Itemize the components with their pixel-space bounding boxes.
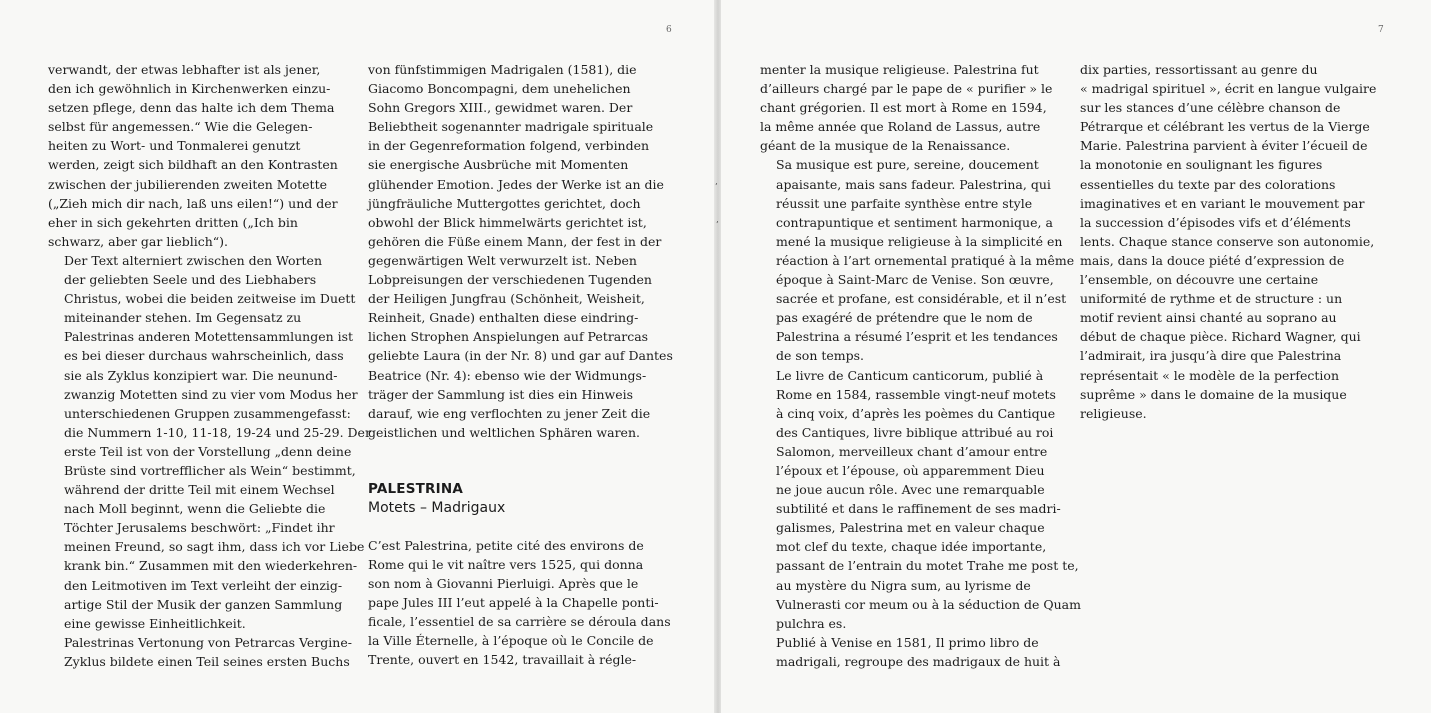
text-line: miteinander stehen. Im Gegensatz zu	[64, 310, 302, 326]
text-line: passant de l’entrain du motet Trahe me post te,	[776, 558, 1079, 574]
text-line: den ich gewöhnlich in Kirchenwerken einzu-	[48, 81, 331, 97]
text-line: mais, dans la douce piété d’expression de	[1080, 252, 1345, 268]
text-line: ficale, l’essentiel de sa carrière se déroula dans	[368, 614, 671, 630]
text-line: verwandt, der etwas lebhafter ist als jener,	[48, 62, 321, 77]
text-line: darauf, wie eng verflochten zu jener Zeit die	[368, 405, 651, 421]
text-line: essentielles du texte par des colorations	[1080, 176, 1336, 192]
text-line: la monotonie en soulignant les figures	[1080, 157, 1323, 173]
left-column-1	[48, 60, 371, 671]
text-line: dix parties, ressortissant au genre du	[1080, 62, 1318, 77]
text-line: Der Text alterniert zwischen den Worten	[64, 252, 323, 268]
paragraph	[48, 251, 371, 633]
text-line: Trente, ouvert en 1542, travaillait à régle-	[368, 652, 637, 668]
page-number-right: 7	[1378, 25, 1384, 35]
text-line: Marie. Palestrina parvient à éviter l’écueil de	[1080, 138, 1368, 154]
text-line: l’ensemble, on découvre une certaine	[1080, 272, 1319, 288]
text-line: meinen Freund, so sagt ihm, dass ich vor Liebe	[64, 539, 365, 555]
text-line: suprême » dans le domaine de la musique	[1080, 386, 1347, 402]
text-line: Lobpreisungen der verschiedenen Tugenden	[368, 272, 652, 288]
text-line: Beliebtheit sogenannter madrigale spirituale	[368, 119, 654, 135]
text-line: Beatrice (Nr. 4): ebenso wie der Widmungs-	[368, 367, 647, 383]
margin-mark: ’	[716, 220, 719, 229]
paragraph-group	[368, 60, 688, 442]
text-line: subtilité et dans le raffinement de ses madri-	[776, 501, 1061, 517]
paragraph-group	[368, 536, 688, 670]
text-line: zwanzig Motetten sind zu vier vom Modus her	[64, 386, 358, 402]
text-line: contrapuntique et sentiment harmonique, a	[776, 214, 1053, 230]
text-line: Vulnerasti cor meum ou à la séduction de Quam	[776, 596, 1081, 612]
text-line: die Nummern 1-10, 11-18, 19-24 und 25-29. Der	[64, 424, 371, 440]
text-line: geistlichen und weltlichen Sphären waren.	[368, 424, 640, 440]
paragraph	[760, 366, 1081, 633]
text-line: menter la musique religieuse. Palestrina fut	[760, 62, 1039, 77]
text-line: l’époux et l’épouse, où apparemment Dieu	[776, 462, 1045, 478]
text-line: représentait « le modèle de la perfection	[1080, 367, 1340, 383]
right-column-2	[1080, 60, 1400, 423]
text-line: zwischen der jubilierenden zweiten Motette	[48, 176, 327, 192]
text-line: religieuse.	[1080, 405, 1147, 421]
text-line: Christus, wobei die beiden zeitweise im Duett	[64, 291, 356, 307]
right-page	[715, 0, 1431, 713]
paragraph-group	[1080, 60, 1400, 423]
text-line: ne joue aucun rôle. Avec une remarquable	[776, 482, 1045, 498]
text-line: de son temps.	[776, 348, 865, 364]
text-line: Le livre de Canticum canticorum, publié à	[776, 367, 1044, 383]
heading-subtitle: Motets – Madrigaux	[368, 499, 506, 516]
text-line: motif revient ainsi chanté au soprano au	[1080, 310, 1337, 326]
text-line: selbst für angemessen.“ Wie die Gelegen-	[48, 119, 313, 135]
left-page	[0, 0, 715, 713]
text-line: Pétrarque et célébrant les vertus de la Vierge	[1080, 119, 1370, 135]
text-line: lents. Chaque stance conserve son autonomie,	[1080, 233, 1375, 249]
paragraph-group	[48, 60, 371, 671]
text-line: von fünfstimmigen Madrigalen (1581), die	[368, 62, 637, 77]
text-line: madrigali, regroupe des madrigaux de huit à	[776, 653, 1061, 669]
text-line: pape Jules III l’eut appelé à la Chapelle ponti-	[368, 595, 659, 611]
text-line: krank bin.“ Zusammen mit den wiederkehren-	[64, 558, 358, 574]
text-line: gehören die Füße einem Mann, der fest in der	[368, 233, 662, 249]
paragraph	[760, 155, 1075, 365]
margin-mark: ’	[715, 182, 718, 191]
paragraph	[368, 60, 688, 442]
text-line: Salomon, merveilleux chant d’amour entre	[776, 443, 1048, 459]
text-line: werden, zeigt sich bildhaft an den Kontrasten	[48, 157, 338, 173]
text-line: apaisante, mais sans fadeur. Palestrina, qui	[776, 176, 1051, 192]
text-line: jüngfräuliche Muttergottes gerichtet, doch	[368, 195, 641, 211]
section-heading	[368, 480, 688, 518]
text-line: l’admirait, ira jusqu’à dire que Palestrina	[1080, 348, 1342, 364]
text-line: la succession d’épisodes vifs et d’éléments	[1080, 214, 1351, 230]
text-line: galismes, Palestrina met en valeur chaque	[776, 520, 1045, 536]
text-line: nach Moll beginnt, wenn die Geliebte die	[64, 501, 326, 517]
right-column-1	[760, 60, 1081, 671]
text-line: début de chaque pièce. Richard Wagner, qui	[1080, 329, 1361, 345]
text-line: Rome en 1584, rassemble vingt-neuf motets	[776, 386, 1056, 402]
text-line: chant grégorien. Il est mort à Rome en 1594,	[760, 100, 1047, 116]
text-line: Giacomo Boncompagni, dem unehelichen	[368, 81, 631, 97]
text-line: C’est Palestrina, petite cité des environs de	[368, 537, 644, 553]
text-line: glühender Emotion. Jedes der Werke ist an die	[368, 176, 664, 192]
text-line: géant de la musique de la Renaissance.	[760, 138, 1011, 154]
text-line: la Ville Éternelle, à l’époque où le Concile de	[368, 633, 654, 649]
text-line: Palestrinas Vertonung von Petrarcas Vergine-	[64, 634, 352, 650]
text-line: réaction à l’art ornemental pratiqué à la même	[776, 252, 1075, 268]
text-line: gegenwärtigen Welt verwurzelt ist. Neben	[368, 252, 637, 268]
text-line: époque à Saint-Marc de Venise. Son œuvre,	[776, 272, 1054, 288]
paragraph	[760, 60, 1060, 155]
text-line: der geliebten Seele und des Liebhabers	[64, 272, 317, 288]
text-line: mené la musique religieuse à la simplicité en	[776, 233, 1063, 249]
text-line: Sa musique est pure, sereine, doucement	[776, 157, 1039, 173]
text-line: träger der Sammlung ist dies ein Hinweis	[368, 386, 634, 402]
text-line: Zyklus bildete einen Teil seines ersten Buchs	[64, 653, 350, 669]
text-line: den Leitmotiven im Text verleiht der einzig-	[64, 577, 343, 593]
text-line: imaginatives et en variant le mouvement par	[1080, 195, 1365, 211]
text-line: der Heiligen Jungfrau (Schönheit, Weisheit,	[368, 291, 645, 307]
paragraph	[760, 633, 1060, 671]
text-line: Palestrina a résumé l’esprit et les tendances	[776, 329, 1058, 345]
text-line: artige Stil der Musik der ganzen Sammlung	[64, 596, 343, 612]
text-line: heiten zu Wort- und Tonmalerei genutzt	[48, 138, 301, 154]
text-line: la même année que Roland de Lassus, autre	[760, 119, 1041, 135]
text-line: setzen pflege, denn das halte ich dem Thema	[48, 100, 335, 116]
paragraph	[1080, 60, 1400, 423]
paragraph	[48, 60, 348, 251]
text-line: des Cantiques, livre biblique attribué au roi	[776, 424, 1054, 440]
text-line: Rome qui le vit naître vers 1525, qui donna	[368, 556, 644, 572]
left-column-2	[368, 60, 688, 670]
text-line: son nom à Giovanni Pierluigi. Après que le	[368, 576, 639, 592]
paragraph	[368, 536, 688, 670]
text-line: unterschiedenen Gruppen zusammengefasst:	[64, 405, 351, 421]
text-line: während der dritte Teil mit einem Wechsel	[64, 482, 335, 498]
page-number-left: 6	[666, 25, 672, 35]
text-line: Töchter Jerusalems beschwört: „Findet ihr	[64, 520, 335, 536]
text-line: obwohl der Blick himmelwärts gerichtet ist,	[368, 214, 647, 230]
text-line: sacrée et profane, est considérable, et il n’est	[776, 291, 1067, 307]
text-line: eine gewisse Einheitlichkeit.	[64, 615, 246, 631]
text-line: („Zieh mich dir nach, laß uns eilen!“) und der	[48, 195, 338, 211]
text-line: uniformité de rythme et de structure : un	[1080, 291, 1343, 307]
text-line: eher in sich gekehrten dritten („Ich bin	[48, 214, 298, 230]
text-line: sie als Zyklus konzipiert war. Die neunund-	[64, 367, 338, 383]
heading-title: PALESTRINA	[368, 480, 464, 497]
text-line: au mystère du Nigra sum, au lyrisme de	[776, 577, 1031, 593]
text-line: Reinheit, Gnade) enthalten diese eindring-	[368, 310, 639, 326]
text-line: lichen Strophen Anspielungen auf Petrarcas	[368, 329, 649, 345]
text-line: mot clef du texte, chaque idée importante,	[776, 539, 1047, 555]
text-line: Brüste sind vortrefflicher als Wein“ bestimmt,	[64, 462, 356, 478]
text-line: geliebte Laura (in der Nr. 8) und gar auf Dantes	[368, 348, 673, 364]
text-line: Sohn Gregors XIII., gewidmet waren. Der	[368, 100, 633, 116]
text-line: à cinq voix, d’après les poèmes du Cantique	[776, 405, 1056, 421]
text-line: pulchra es.	[776, 615, 847, 631]
text-line: réussit une parfaite synthèse entre style	[776, 195, 1033, 211]
paragraph-group	[760, 60, 1081, 671]
text-line: sie energische Ausbrüche mit Momenten	[368, 157, 629, 173]
text-line: pas exagéré de prétendre que le nom de	[776, 310, 1033, 326]
text-line: in der Gegenreformation folgend, verbinden	[368, 138, 650, 154]
text-line: Palestrinas anderen Motettensammlungen ist	[64, 329, 354, 345]
text-line: sur les stances d’une célèbre chanson de	[1080, 100, 1341, 116]
text-line: es bei dieser durchaus wahrscheinlich, dass	[64, 348, 344, 364]
text-line: « madrigal spirituel », écrit en langue vulgaire	[1080, 81, 1377, 97]
text-line: d’ailleurs chargé par le pape de « purifier » le	[760, 81, 1053, 97]
paragraph	[48, 633, 352, 671]
text-line: erste Teil ist von der Vorstellung „denn deine	[64, 443, 352, 459]
text-line: schwarz, aber gar lieblich“).	[48, 233, 229, 249]
text-line: Publié à Venise en 1581, Il primo libro de	[776, 634, 1039, 650]
